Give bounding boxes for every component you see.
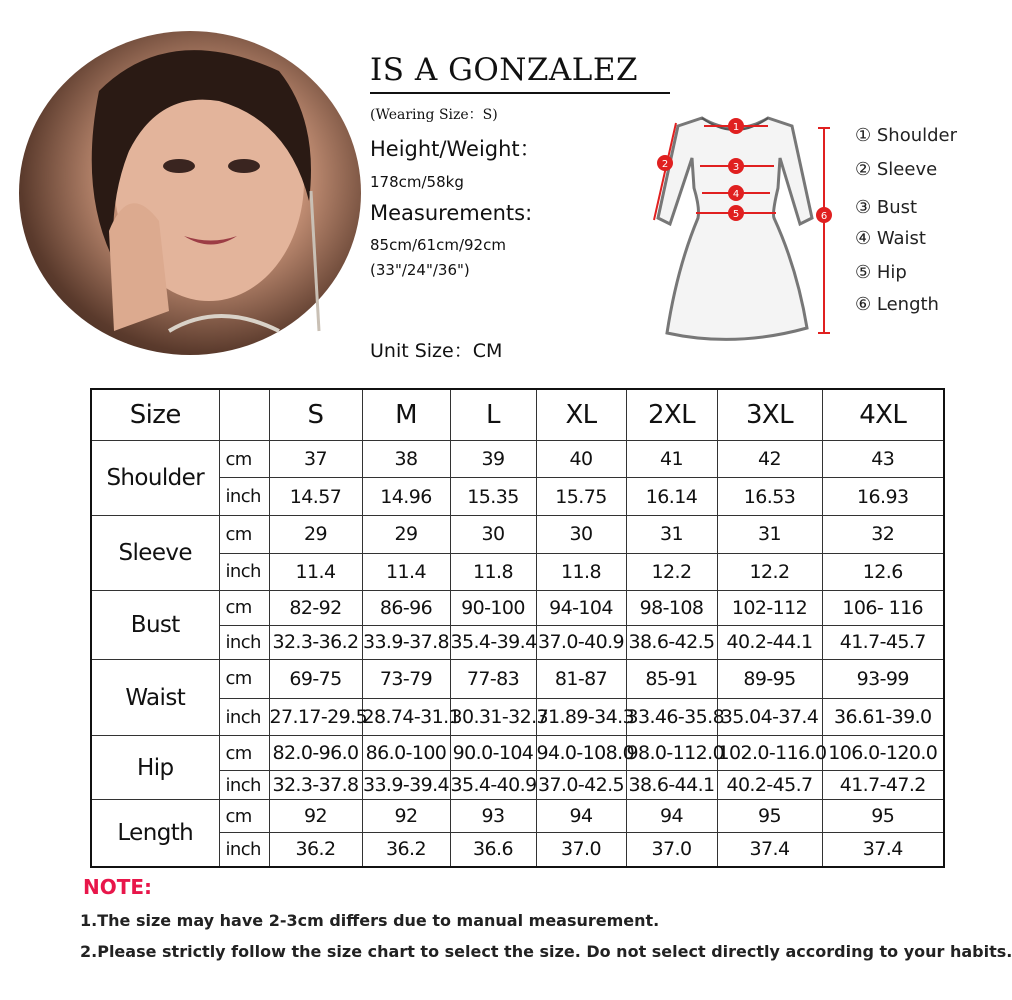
- garment-diagram: [632, 108, 838, 358]
- model-photo: [19, 31, 361, 355]
- legend-length: [855, 294, 939, 315]
- table-cell: 90-100: [450, 591, 536, 626]
- table-cell: 37.4: [717, 832, 822, 867]
- table-cell: 11.4: [362, 553, 450, 591]
- table-cell: 98-108: [626, 591, 717, 626]
- table-cell: 16.14: [626, 478, 717, 516]
- table-cell: 32.3-36.2: [269, 625, 362, 660]
- table-cell: 35.4-39.4: [450, 625, 536, 660]
- brand-name: IS A GONZALEZ: [370, 52, 639, 88]
- table-cell: 95: [822, 800, 944, 833]
- table-cell: 41: [626, 440, 717, 478]
- size-chart-table: [90, 388, 945, 868]
- legend-waist: [855, 228, 926, 249]
- legend-label: Waist: [876, 228, 926, 249]
- unit-label: inch: [219, 625, 269, 660]
- table-cell: 38.6-42.5: [626, 625, 717, 660]
- table-cell: 42: [717, 440, 822, 478]
- measurement-name: Bust: [91, 591, 219, 660]
- legend-bust: [855, 197, 917, 218]
- unit-size: Unit Size：CM: [370, 340, 503, 362]
- table-cell: 73-79: [362, 660, 450, 699]
- table-cell: 94.0-108.0: [536, 736, 626, 771]
- table-cell: 29: [362, 515, 450, 553]
- legend-label: Sleeve: [876, 159, 938, 180]
- height-weight-value: 178cm/58kg: [370, 173, 464, 191]
- legend-label: Shoulder: [876, 125, 958, 146]
- table-cell: 30: [536, 515, 626, 553]
- size-header: Size: [91, 389, 219, 440]
- unit-label: inch: [219, 478, 269, 516]
- legend-number: ③: [855, 197, 872, 218]
- marker-bust: 3: [732, 162, 740, 173]
- size-col-header: 3XL: [717, 389, 822, 440]
- table-cell: 15.75: [536, 478, 626, 516]
- table-cell: 93: [450, 800, 536, 833]
- table-cell: 11.8: [450, 553, 536, 591]
- table-row: [91, 515, 944, 553]
- marker-shoulder: 1: [732, 122, 740, 133]
- legend-number: ④: [855, 228, 872, 249]
- unit-label: inch: [219, 770, 269, 799]
- table-cell: 43: [822, 440, 944, 478]
- table-cell: 37.0: [626, 832, 717, 867]
- legend-number: ⑤: [855, 262, 872, 283]
- table-cell: 94: [536, 800, 626, 833]
- table-row: [91, 698, 944, 736]
- table-cell: 38: [362, 440, 450, 478]
- table-cell: 98.0-112.0: [626, 736, 717, 771]
- table-cell: 35.04-37.4: [717, 698, 822, 736]
- table-cell: 86.0-100: [362, 736, 450, 771]
- table-cell: 11.8: [536, 553, 626, 591]
- table-cell: 14.96: [362, 478, 450, 516]
- table-cell: 94-104: [536, 591, 626, 626]
- table-cell: 41.7-45.7: [822, 625, 944, 660]
- table-cell: 69-75: [269, 660, 362, 699]
- table-cell: 36.6: [450, 832, 536, 867]
- legend-number: ⑥: [855, 294, 872, 315]
- table-cell: 89-95: [717, 660, 822, 699]
- table-row: [91, 478, 944, 516]
- size-col-header: 4XL: [822, 389, 944, 440]
- size-col-header: XL: [536, 389, 626, 440]
- measurements-cm-value: 85cm/61cm/92cm: [370, 236, 506, 254]
- table-cell: 106- 116: [822, 591, 944, 626]
- table-header-row: [91, 389, 944, 440]
- table-row: [91, 660, 944, 699]
- table-row: [91, 591, 944, 626]
- table-cell: 37: [269, 440, 362, 478]
- unit-header: [219, 389, 269, 440]
- unit-label: cm: [219, 515, 269, 553]
- measurements-label: Measurements:: [370, 201, 533, 225]
- model-portrait-illustration: [19, 31, 361, 355]
- table-cell: 27.17-29.5: [269, 698, 362, 736]
- table-cell: 92: [362, 800, 450, 833]
- table-cell: 31: [717, 515, 822, 553]
- legend-shoulder: [855, 125, 957, 146]
- table-cell: 32.3-37.8: [269, 770, 362, 799]
- measurement-name: Waist: [91, 660, 219, 736]
- table-cell: 40.2-44.1: [717, 625, 822, 660]
- table-cell: 11.4: [269, 553, 362, 591]
- unit-label: inch: [219, 698, 269, 736]
- table-cell: 16.93: [822, 478, 944, 516]
- measurement-name: Sleeve: [91, 515, 219, 590]
- table-cell: 29: [269, 515, 362, 553]
- table-cell: 102-112: [717, 591, 822, 626]
- unit-label: cm: [219, 591, 269, 626]
- table-cell: 16.53: [717, 478, 822, 516]
- table-cell: 82-92: [269, 591, 362, 626]
- table-cell: 38.6-44.1: [626, 770, 717, 799]
- table-cell: 30: [450, 515, 536, 553]
- table-cell: 37.0-42.5: [536, 770, 626, 799]
- table-cell: 90.0-104: [450, 736, 536, 771]
- table-cell: 40.2-45.7: [717, 770, 822, 799]
- table-cell: 37.0: [536, 832, 626, 867]
- table-cell: 36.2: [362, 832, 450, 867]
- table-cell: 106.0-120.0: [822, 736, 944, 771]
- size-col-header: 2XL: [626, 389, 717, 440]
- table-row: [91, 800, 944, 833]
- marker-sleeve: 2: [661, 159, 669, 170]
- table-cell: 14.57: [269, 478, 362, 516]
- table-cell: 37.4: [822, 832, 944, 867]
- table-cell: 36.61-39.0: [822, 698, 944, 736]
- table-row: [91, 770, 944, 799]
- legend-label: Bust: [876, 197, 918, 218]
- marker-length: 6: [820, 211, 828, 222]
- table-row: [91, 440, 944, 478]
- unit-label: cm: [219, 660, 269, 699]
- table-cell: 94: [626, 800, 717, 833]
- wearing-size: (Wearing Size：S): [370, 107, 498, 123]
- measurement-name: Length: [91, 800, 219, 867]
- table-cell: 12.2: [717, 553, 822, 591]
- table-cell: 81-87: [536, 660, 626, 699]
- table-cell: 12.2: [626, 553, 717, 591]
- legend-sleeve: [855, 159, 937, 180]
- legend-hip: [855, 262, 907, 283]
- table-cell: 28.74-31.1: [362, 698, 450, 736]
- table-cell: 36.2: [269, 832, 362, 867]
- marker-waist: 4: [732, 189, 740, 200]
- table-cell: 82.0-96.0: [269, 736, 362, 771]
- table-cell: 31.89-34.3: [536, 698, 626, 736]
- table-cell: 92: [269, 800, 362, 833]
- table-cell: 86-96: [362, 591, 450, 626]
- table-cell: 33.9-39.4: [362, 770, 450, 799]
- table-cell: 40: [536, 440, 626, 478]
- table-cell: 15.35: [450, 478, 536, 516]
- dress-outline-icon: [632, 108, 838, 358]
- marker-hip: 5: [732, 209, 740, 220]
- unit-label: cm: [219, 800, 269, 833]
- height-weight-label: Height/Weight：: [370, 137, 541, 161]
- table-cell: 35.4-40.9: [450, 770, 536, 799]
- table-cell: 33.9-37.8: [362, 625, 450, 660]
- table-cell: 102.0-116.0: [717, 736, 822, 771]
- table-row: [91, 736, 944, 771]
- table-row: [91, 553, 944, 591]
- legend-label: Length: [876, 294, 939, 315]
- legend-number: ②: [855, 159, 872, 180]
- note-title: NOTE:: [83, 875, 153, 899]
- measurement-name: Shoulder: [91, 440, 219, 515]
- note-item: 1.The size may have 2-3cm differs due to manual measurement.: [80, 911, 660, 930]
- size-col-header: L: [450, 389, 536, 440]
- brand-underline: [370, 92, 670, 94]
- table-cell: 39: [450, 440, 536, 478]
- unit-label: cm: [219, 736, 269, 771]
- table-cell: 32: [822, 515, 944, 553]
- table-cell: 30.31-32.7: [450, 698, 536, 736]
- note-item: 2.Please strictly follow the size chart to select the size. Do not select directly according to your habits.: [80, 942, 1012, 961]
- unit-label: inch: [219, 553, 269, 591]
- size-col-header: S: [269, 389, 362, 440]
- table-row: [91, 832, 944, 867]
- legend-label: Hip: [876, 262, 907, 283]
- table-cell: 31: [626, 515, 717, 553]
- table-row: [91, 625, 944, 660]
- table-cell: 93-99: [822, 660, 944, 699]
- table-cell: 37.0-40.9: [536, 625, 626, 660]
- size-col-header: M: [362, 389, 450, 440]
- unit-label: cm: [219, 440, 269, 478]
- measurement-name: Hip: [91, 736, 219, 800]
- table-cell: 12.6: [822, 553, 944, 591]
- table-cell: 41.7-47.2: [822, 770, 944, 799]
- table-cell: 95: [717, 800, 822, 833]
- unit-label: inch: [219, 832, 269, 867]
- table-cell: 85-91: [626, 660, 717, 699]
- legend-number: ①: [855, 125, 872, 146]
- table-cell: 33.46-35.8: [626, 698, 717, 736]
- measurements-inch-value: (33"/24"/36"): [370, 261, 470, 279]
- table-cell: 77-83: [450, 660, 536, 699]
